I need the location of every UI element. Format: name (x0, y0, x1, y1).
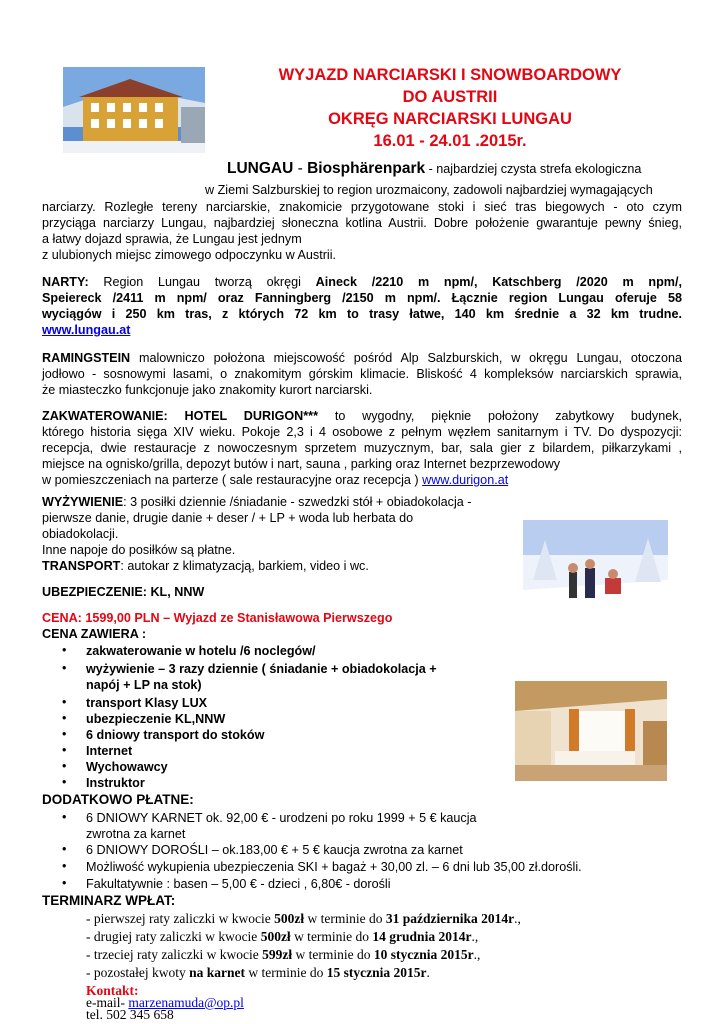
rata-4-e: . (426, 965, 430, 980)
rata-2 (86, 929, 478, 945)
cena-item-7: Wychowawcy (86, 760, 168, 774)
ramingstein-line-1 (42, 350, 682, 366)
rata-3-e: ., (473, 947, 481, 962)
rata-3-c: w terminie do (292, 947, 374, 962)
wyz-line-4: Inne napoje do posiłków są płatne. (42, 543, 236, 557)
dod-item-1: 6 DNIOWY KARNET ok. 92,00 € - urodzeni po roku 1999 + 5 € kaucja (86, 811, 477, 825)
bullet-dot: • (62, 876, 67, 890)
zakw-line-3: recepcja, dwie restauracje z nowoczesnym sprzetem muzycznym, bar, sala gier z bilardem, piłkarzykami , (42, 441, 682, 455)
intro-line-5: z ulubionych miejsc zimowego odpoczynku w Austrii. (42, 248, 336, 262)
narty-line-3 (42, 306, 682, 322)
zakw-line-2: którego historia sięga XIV wieku. Pokoje 2,3 i 4 osobowe z pełnym węzłem sanitarnym i TV. Do dyspozycji: (42, 425, 682, 439)
rata-1-e: ., (514, 911, 521, 926)
dodatkowo-heading: DODATKOWO PŁATNE: (42, 792, 194, 807)
dod-item-3: Możliwość wykupienia ubezpieczenia SKI + bagaż + 30,00 zl. – 6 dni lub 35,00 zł.dorośli. (86, 860, 582, 874)
kontakt-tel: tel. 502 345 658 (86, 1007, 174, 1022)
dod-item-4: Fakultatywnie : basen – 5,00 € - dzieci , 6,80€ - dorośli (86, 877, 391, 891)
dod-item-1-cont: zwrotna za karnet (86, 827, 186, 841)
cena-item-8: Instruktor (86, 776, 145, 790)
zakw-line-4: miejsce na ognisko/grilla, depozyt butów i nart, sauna , parking oraz Internet bezprzewodowy (42, 457, 561, 471)
bullet-dot: • (62, 727, 67, 741)
bullet-dot: • (62, 842, 67, 856)
ramingstein-line-3: że miasteczko funkcjonuje jako znakomity kurort narciarski. (42, 383, 373, 397)
bullet-dot: • (62, 695, 67, 709)
hotel-room-photo (515, 681, 667, 781)
narty-l1-plain: Region Lungau tworzą okręgi (88, 275, 316, 289)
rata-3-a: - trzeciej raty zaliczki w kwocie (86, 947, 263, 962)
bullet-dot: • (62, 759, 67, 773)
transport-rest: : autokar z klimatyzacją, barkiem, video i wc. (120, 559, 369, 573)
ramingstein-line-2: jodłowo - sosnowymi lasami, o znakomitym górskim klimacie. Bliskość 4 kompleksów narciarskich sprawia, (42, 367, 682, 381)
cena-item-2-cont: napój + LP na stok) (86, 678, 202, 692)
narty-line-2 (42, 290, 682, 306)
intro-line-4: a łatwy dojazd sprawia, że Lungau jest jednym (42, 232, 302, 246)
wyz-label: WYŻYWIENIE (42, 495, 124, 509)
narty-label: NARTY: (42, 275, 89, 289)
rata-2-a: - drugiej raty zaliczki w kwocie (86, 929, 261, 944)
intro-lungau: LUNGAU (227, 160, 294, 177)
zakw-line-5 (42, 472, 682, 488)
rata-3-date: 10 stycznia 2015r (373, 947, 474, 962)
kontakt-email-label: e-mail- (86, 995, 129, 1010)
intro-line-3: przyciąga narciarzy Lungau, najbardziej słoneczna kotlina Austrii. Dobre położenie gwarantuje pewny śnieg, (42, 216, 682, 230)
cena-item-1: zakwaterowanie w hotelu /6 noclegów/ (86, 644, 316, 658)
bullet-dot: • (62, 643, 67, 657)
kontakt-label: Kontakt: (86, 983, 139, 998)
wyz-line-3: obiadokolacji. (42, 527, 119, 541)
narty-l1-bold: Aineck /2210 m npm/, Katschberg /2020 m npm/, (315, 275, 682, 289)
rata-1-date: 31 października 2014r (385, 911, 515, 926)
rata-4-a: - pozostałej kwoty (86, 965, 190, 980)
lungau-link[interactable]: www.lungau.at (42, 323, 131, 337)
dod-item-2: 6 DNIOWY DOROŚLI – ok.183,00 € + 5 € kaucja zwrotna za karnet (86, 843, 463, 857)
bullet-dot: • (62, 711, 67, 725)
intro-sep: - (293, 160, 308, 177)
rata-3 (86, 947, 480, 963)
cena-item-3: transport Klasy LUX (86, 696, 208, 710)
cena-zawiera: CENA ZAWIERA : (42, 627, 147, 641)
title-line-1: WYJAZD NARCIARSKI I SNOWBOARDOWY (278, 66, 622, 84)
rata-4-karnet: na karnet (189, 965, 245, 980)
rata-2-c: w terminie do (290, 929, 373, 944)
durigon-link[interactable]: www.durigon.at (422, 473, 509, 487)
wyz-l1-rest: : 3 posiłki dziennie /śniadanie - szwedzki stół + obiadokolacja - (123, 495, 472, 509)
narty-line-4 (42, 322, 682, 338)
bullet-dot: • (62, 661, 67, 675)
rata-1-a: - pierwszej raty zaliczki w kwocie (86, 911, 275, 926)
rata-3-amount: 599zł (262, 947, 293, 962)
wyz-line-1 (42, 495, 471, 509)
intro-biosphere: Biosphärenpark (307, 160, 426, 177)
zakw-line-1 (42, 408, 682, 424)
narty-line-1 (42, 274, 682, 290)
ubezp-rest: : KL, NNW (142, 585, 205, 599)
cena-item-4: ubezpieczenie KL,NNW (86, 712, 226, 726)
ski-family-photo (523, 520, 668, 620)
terminarz-heading: TERMINARZ WPŁAT: (42, 893, 176, 908)
zakw-l1-rest: to wygodny, pięknie położony zabytkowy budynek, (317, 409, 682, 423)
cena-item-2: wyżywienie – 3 razy dziennie ( śniadanie + obiadokolacja + (86, 662, 437, 676)
hotel-photo (63, 67, 205, 153)
zakw-label: ZAKWATEROWANIE: HOTEL DURIGON*** (42, 409, 318, 423)
rata-2-date: 14 grudnia 2014r (372, 929, 472, 944)
intro-line-2: narciarzy. Rozległe tereny narciarskie, znakomicie przygotowane stoki i sieć tras biegowych - oto czym (42, 200, 682, 214)
narty-l2: Speiereck /2411 m npm/ oraz Fanningberg /2150 m npm/. Łącznie region Lungau oferuje 58 (42, 291, 682, 305)
rata-1-amount: 500zł (274, 911, 305, 926)
cena-item-6: Internet (86, 744, 133, 758)
transport-label: TRANSPORT (42, 559, 121, 573)
ubezp-line (42, 585, 204, 599)
title-line-4: 16.01 - 24.01 .2015r. (373, 132, 527, 150)
rata-2-e: ., (471, 929, 479, 944)
transport-line (42, 559, 369, 573)
bullet-dot: • (62, 775, 67, 789)
rata-4-date: 15 stycznia 2015r (326, 965, 427, 980)
narty-l3: wyciągów i 250 km tras, z których 72 km to trasy łatwe, 140 km średnie a 32 km trudne. (42, 307, 682, 321)
ubezp-label: UBEZPIECZENIE (42, 585, 143, 599)
title-line-2: DO AUSTRII (402, 88, 498, 106)
rata-1 (86, 911, 521, 927)
rata-1-c: w terminie do (304, 911, 386, 926)
title-line-3: OKRĘG NARCIARSKI LUNGAU (328, 110, 572, 128)
intro-heading-rest: - najbardziej czysta strefa ekologiczna (425, 162, 642, 176)
intro-line-1: w Ziemi Salzburskiej to region urozmaicony, zadowoli najbardziej wymagających (205, 183, 653, 197)
bullet-dot: • (62, 743, 67, 757)
wyz-line-2: pierwsze danie, drugie danie + deser / + LP + woda lub herbata do (42, 511, 414, 525)
intro-heading (227, 160, 641, 178)
bullet-dot: • (62, 859, 67, 873)
email-link[interactable]: marzenamuda@op.pl (128, 995, 244, 1010)
price-line: CENA: 1599,00 PLN – Wyjazd ze Stanisławowa Pierwszego (42, 611, 393, 625)
rata-4 (86, 965, 430, 981)
cena-item-5: 6 dniowy transport do stoków (86, 728, 265, 742)
ramingstein-l1: malowniczo położona miejscowość pośród Alp Salzburskich, w okręgu Lungau, otoczona (130, 351, 682, 365)
rata-2-amount: 500zł (260, 929, 291, 944)
ramingstein-label: RAMINGSTEIN (42, 351, 131, 365)
rata-4-c: w terminie do (245, 965, 327, 980)
zakw-l5: w pomieszczeniach na parterze ( sale restauracyjne oraz recepcja ) (42, 473, 423, 487)
bullet-dot: • (62, 810, 67, 824)
